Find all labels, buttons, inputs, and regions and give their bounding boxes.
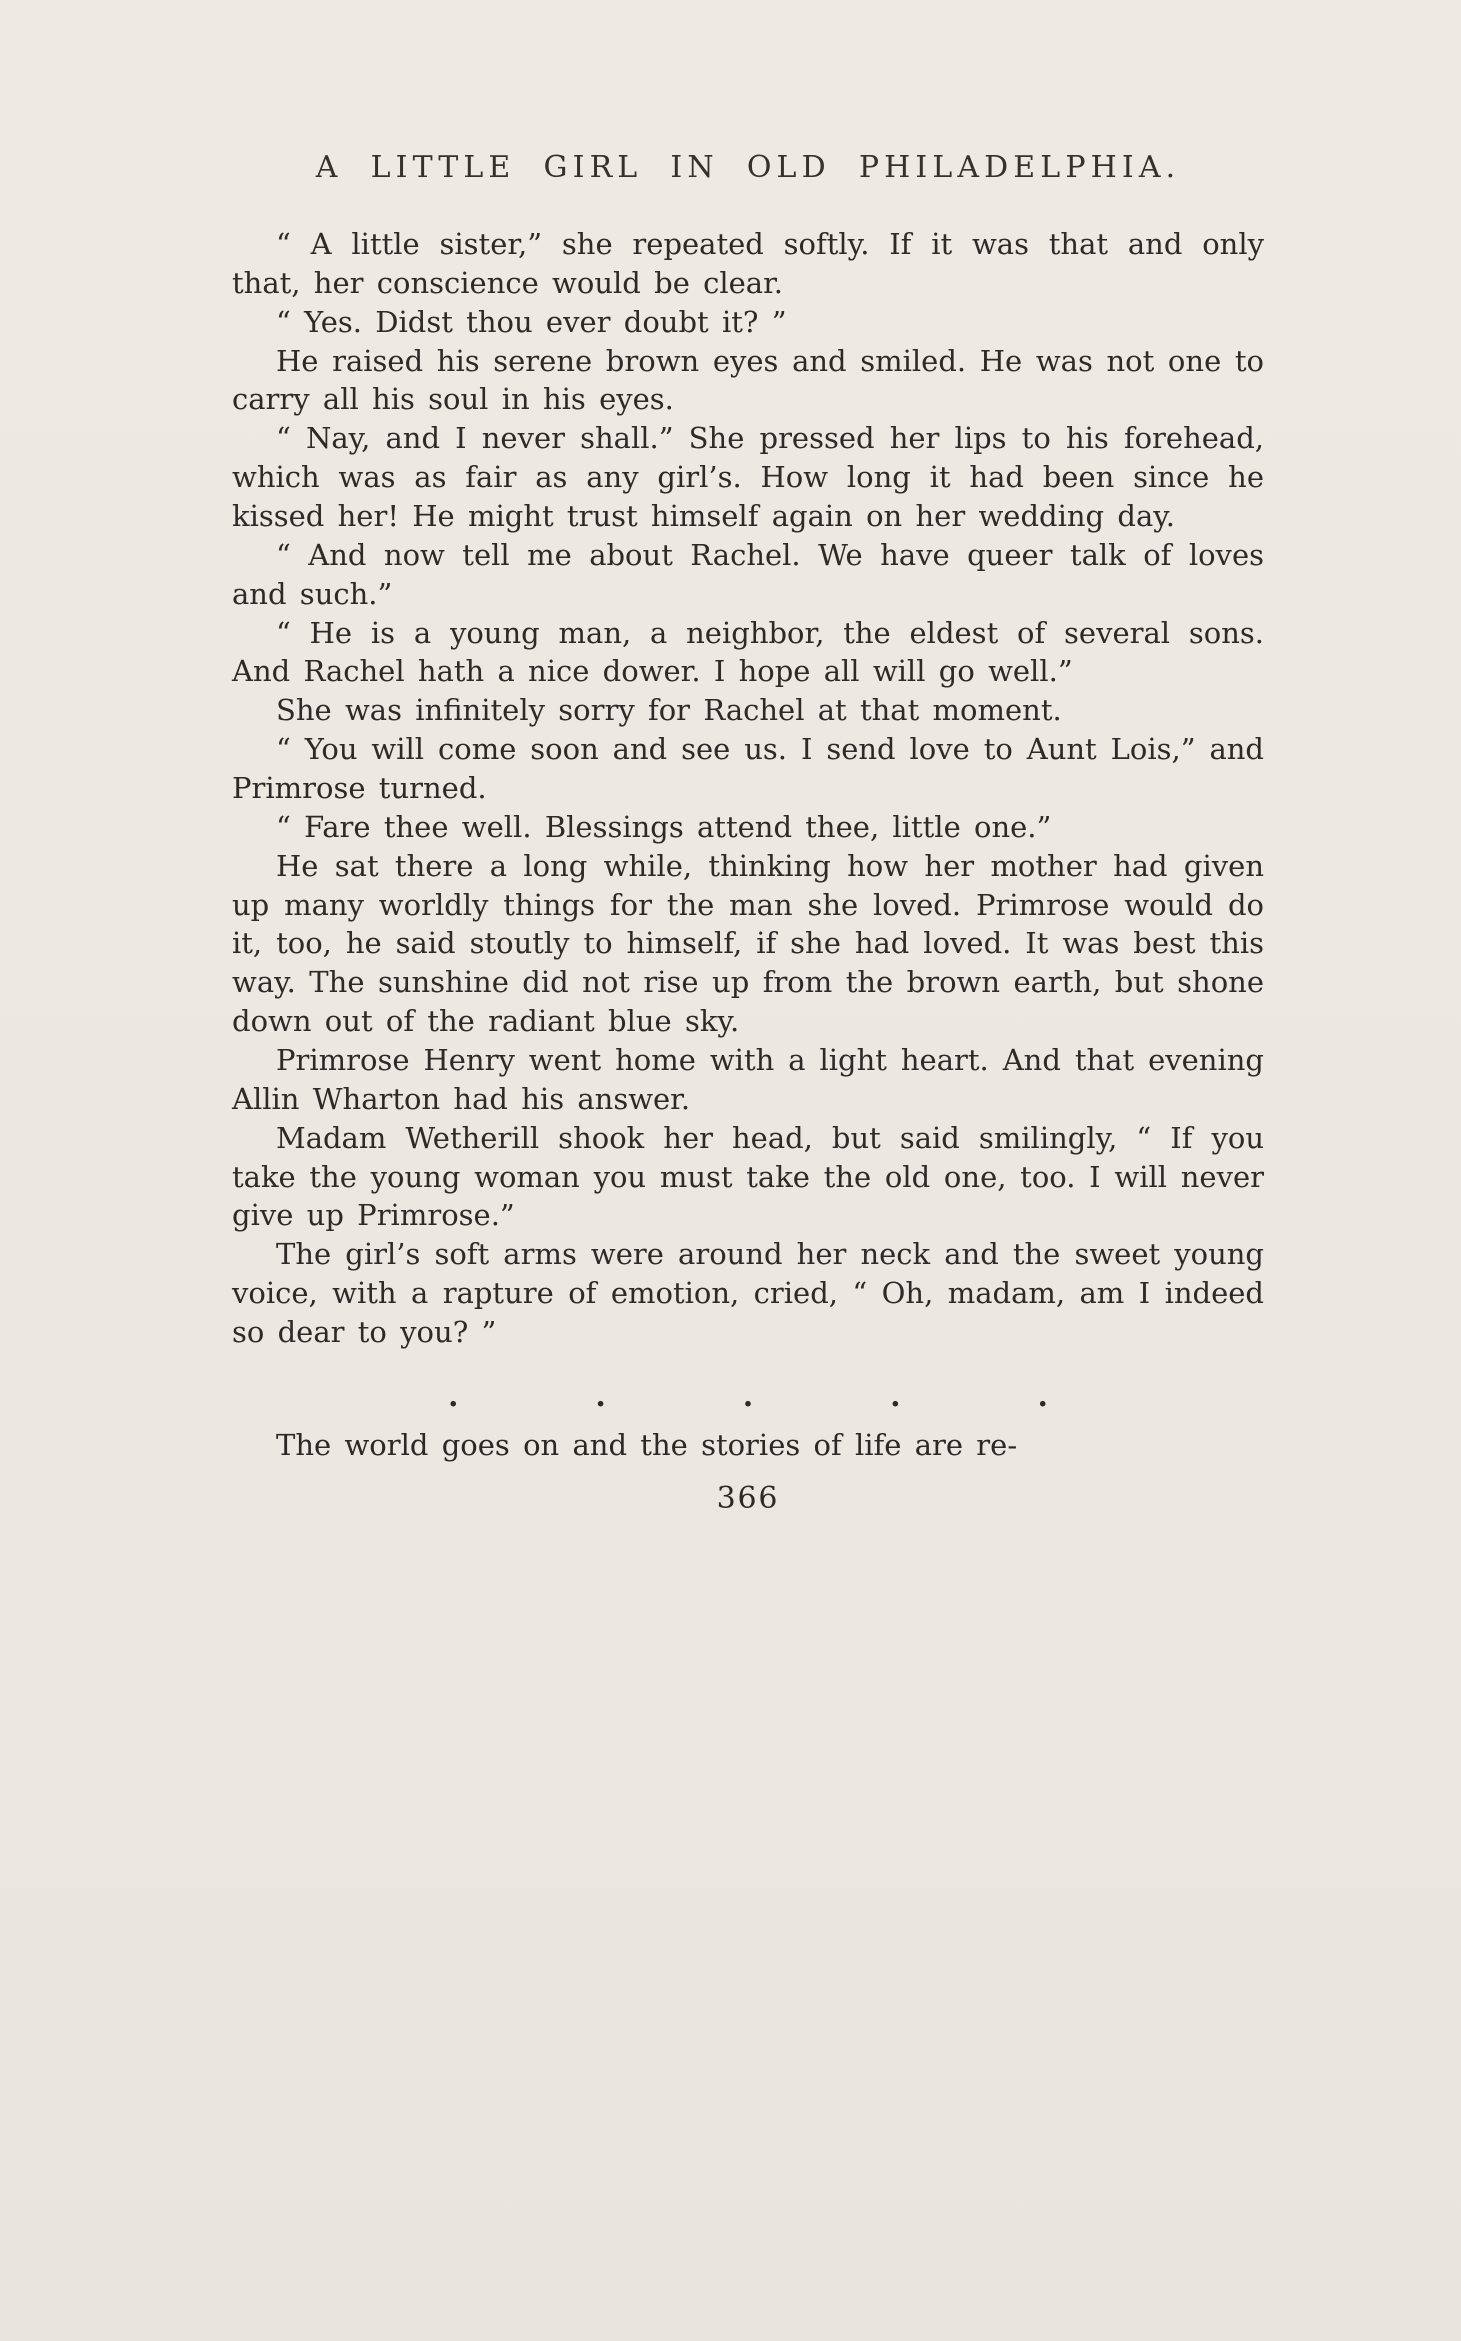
paragraph: She was infinitely sorry for Rachel at that moment. <box>276 693 1062 728</box>
closing-paragraph: The world goes on and the stories of life are re- <box>276 1427 1018 1462</box>
paragraph: “ Nay, and I never shall.” She pressed her lips to his forehead, which was as fair as any girl’s. How long it had been since he kissed her! He might trust himself again on her wedding day. <box>232 421 1264 534</box>
paragraph: He sat there a long while, thinking how her mother had given up many worldly things for the man she loved. Primrose would do it, too, he said stoutly to himself, if she had loved. It was best this way. The sunshine did not rise up from the brown earth, but shone down out of the radiant blue sky. <box>232 848 1264 1039</box>
paragraph: Primrose Henry went home with a light heart. And that evening Allin Wharton had his answer. <box>232 1043 1264 1116</box>
separator-dot: . <box>742 1378 754 1414</box>
separator-dot: . <box>595 1378 606 1414</box>
separator-dot: . <box>1037 1378 1048 1414</box>
paragraph: “ Fare thee well. Blessings attend thee, little one.” <box>276 809 1052 844</box>
paragraph: “ You will come soon and see us. I send love to Aunt Lois,” and Primrose turned. <box>232 732 1264 806</box>
text-column <box>232 150 1264 1516</box>
body-paragraphs <box>232 225 1264 1352</box>
paragraph: Madam Wetherill shook her head, but said smilingly, “ If you take the young woman you must take the old one, too. I will never give up Primrose.” <box>232 1120 1264 1233</box>
separator-dot: . <box>890 1378 901 1414</box>
paragraph: “ He is a young man, a neighbor, the eldest of several sons. And Rachel hath a nice dower. I hope all will go well.” <box>232 615 1264 689</box>
section-separator-dots <box>448 1378 1048 1414</box>
paragraph: “ Yes. Didst thou ever doubt it? ” <box>276 304 787 339</box>
separator-dot: . <box>448 1378 459 1414</box>
paragraph: “ And now tell me about Rachel. We have queer talk of loves and such.” <box>232 537 1264 611</box>
paragraph: “ A little sister,” she repeated softly. If it was that and only that, her conscience would be clear. <box>232 227 1264 300</box>
page-number: 366 <box>716 1480 780 1516</box>
closing-paragraph-wrap <box>232 1426 1264 1465</box>
paragraph: He raised his serene brown eyes and smiled. He was not one to carry all his soul in his eyes. <box>232 343 1264 417</box>
paragraph: The girl’s soft arms were around her neck and the sweet young voice, with a rapture of emotion, cried, “ Oh, madam, am I indeed so dear to you? ” <box>232 1237 1264 1350</box>
running-head-title: A LITTLE GIRL IN OLD PHILADELPHIA. <box>315 150 1181 185</box>
